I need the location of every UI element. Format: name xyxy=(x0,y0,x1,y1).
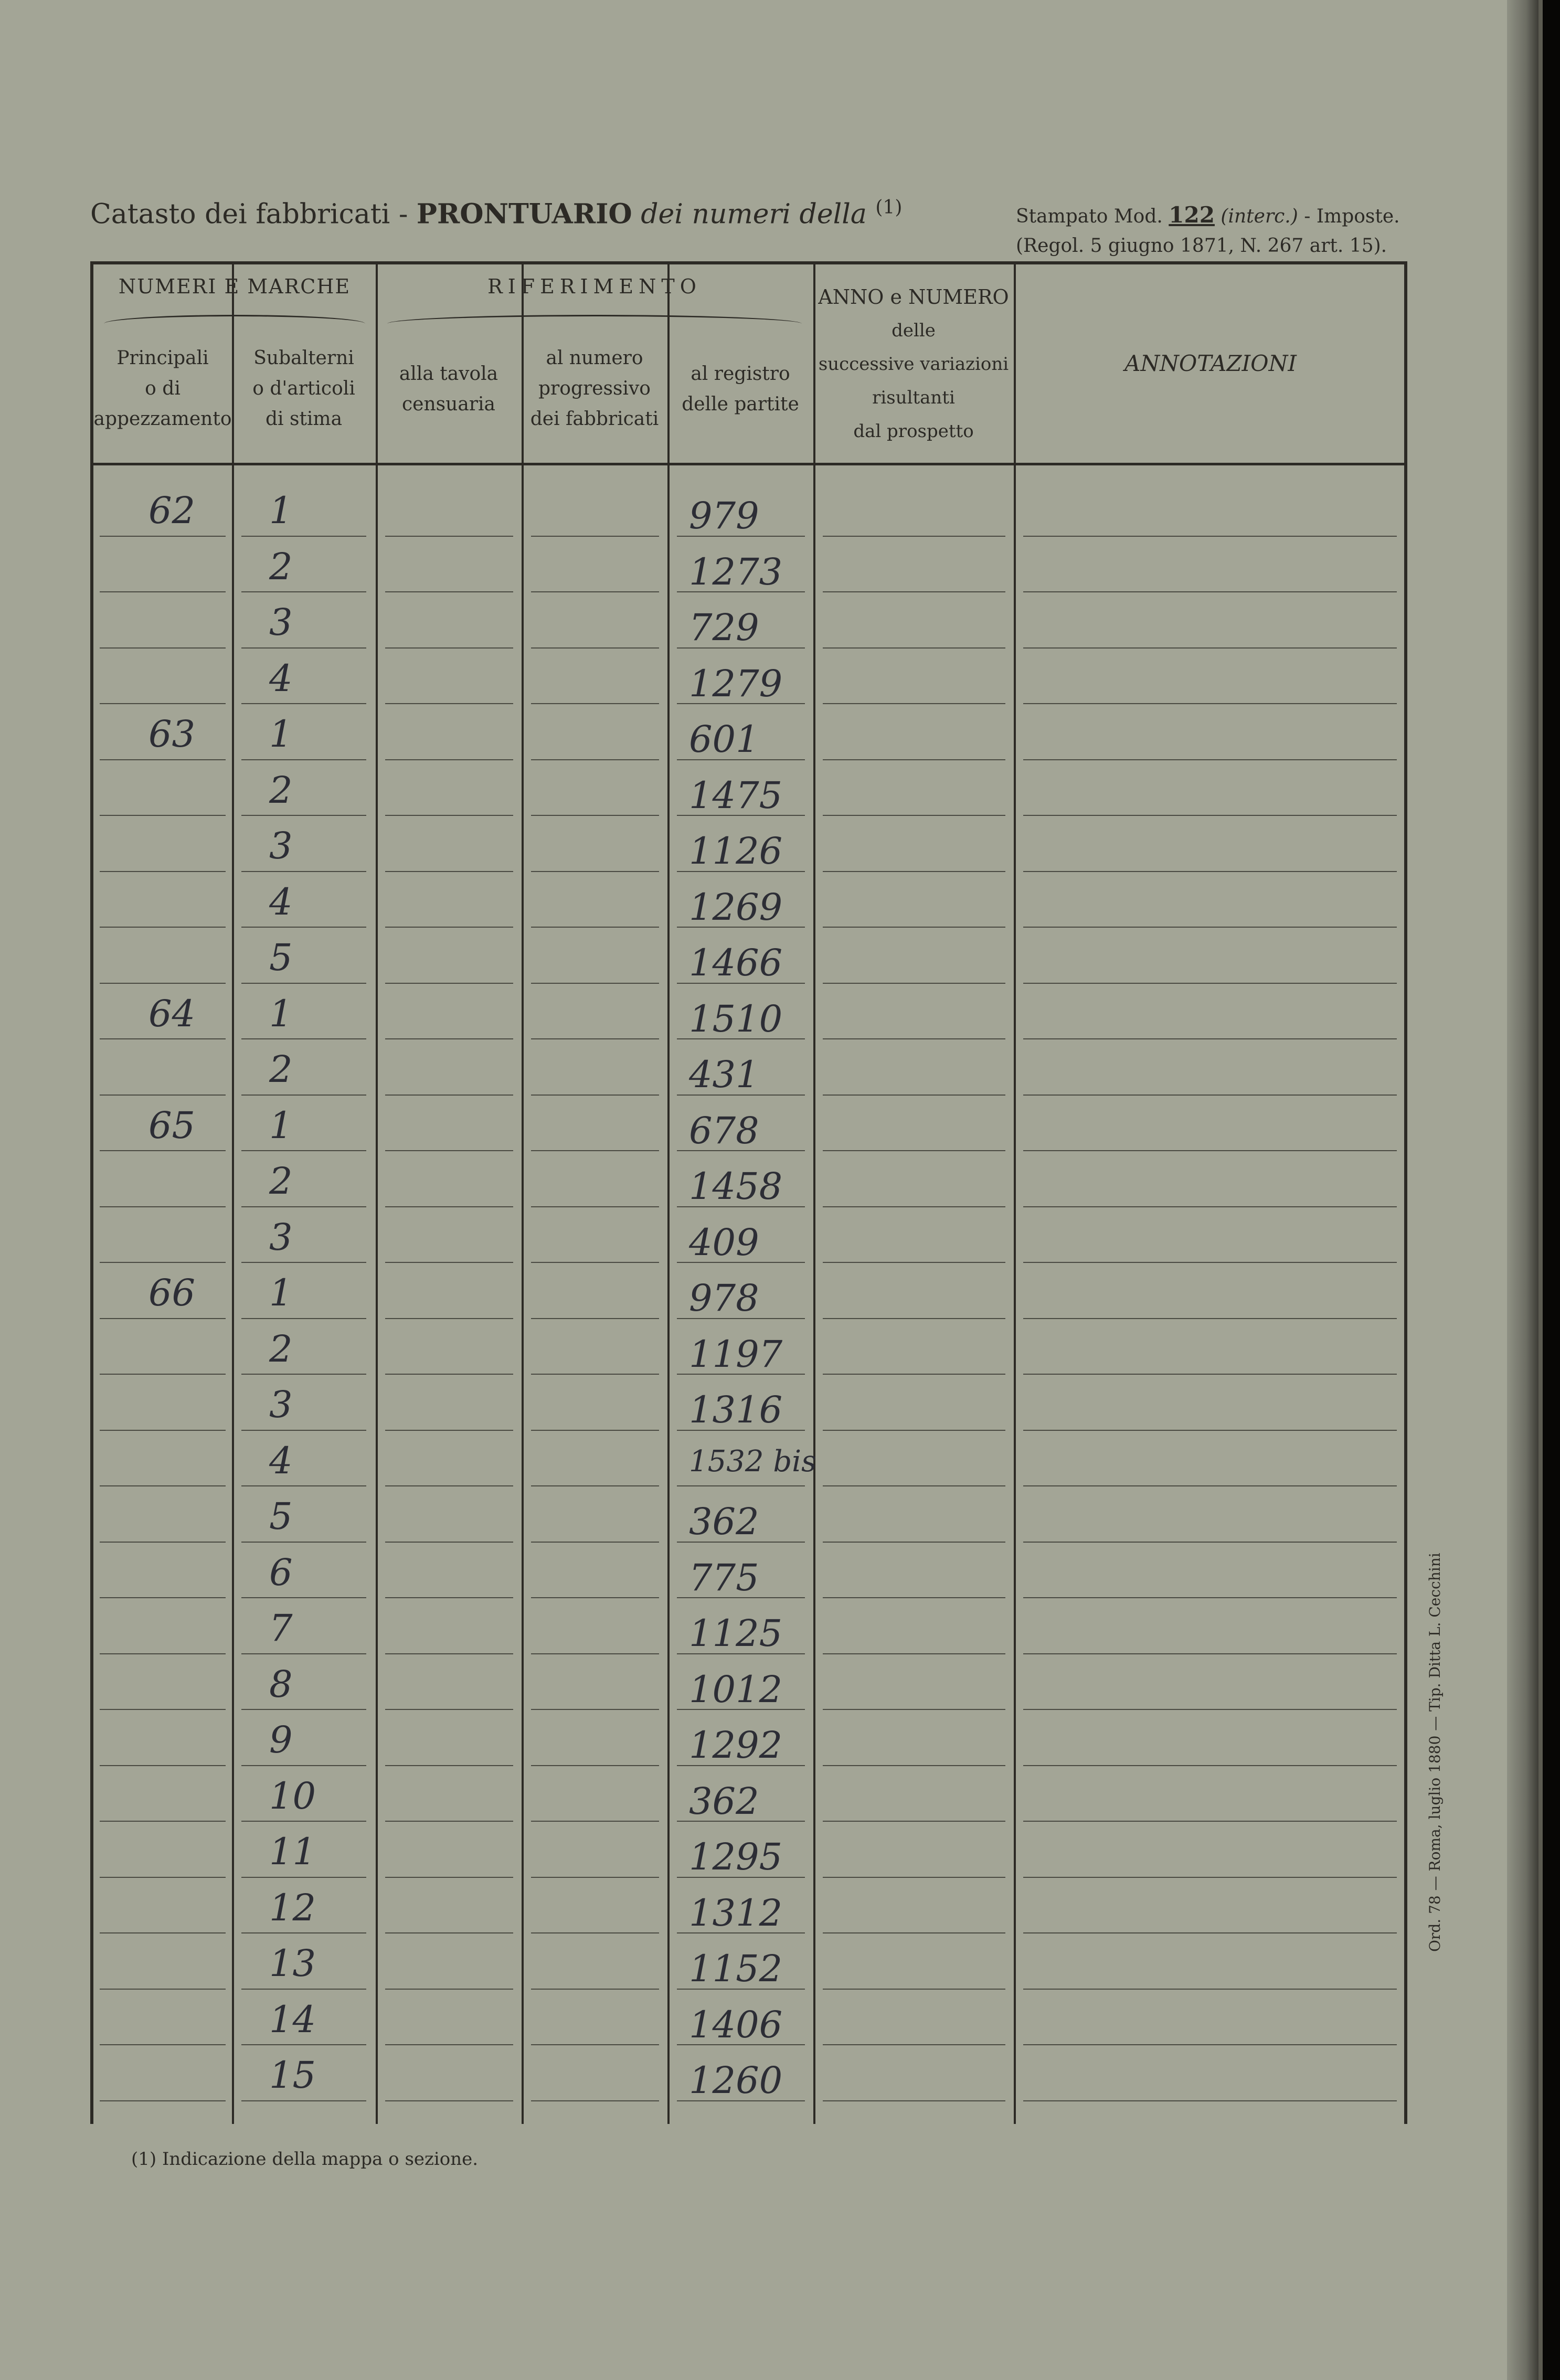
ruled-line xyxy=(385,1318,513,1319)
group-riferimento: RIFERIMENTO xyxy=(487,275,702,298)
title-note: (1) xyxy=(875,197,903,218)
header-line: risultanti xyxy=(872,387,955,408)
ruled-line xyxy=(823,2044,1005,2045)
ruled-line xyxy=(531,871,659,872)
ruled-line xyxy=(531,1374,659,1375)
handwritten-subalterno: 2 xyxy=(269,1160,293,1203)
handwritten-registro: 678 xyxy=(689,1109,759,1152)
handwritten-subalterno: 2 xyxy=(269,545,293,588)
ruled-line xyxy=(531,1821,659,1822)
ruled-line xyxy=(241,1206,366,1207)
handwritten-subalterno: 5 xyxy=(269,936,293,979)
handwritten-subalterno: 9 xyxy=(269,1718,293,1761)
ruled-line xyxy=(241,1542,366,1543)
ruled-line xyxy=(823,536,1005,537)
ruled-line xyxy=(100,591,226,592)
ruled-line xyxy=(100,983,226,984)
ruled-line xyxy=(100,2100,226,2101)
ruled-line xyxy=(823,1765,1005,1766)
ruled-line xyxy=(385,1765,513,1766)
ruled-line xyxy=(1023,1653,1397,1654)
handwritten-registro: 1197 xyxy=(689,1332,783,1376)
ruled-line xyxy=(1023,591,1397,592)
ruled-line xyxy=(531,759,659,760)
ruled-line xyxy=(385,2100,513,2101)
ruled-line xyxy=(100,1877,226,1878)
header-numero xyxy=(522,343,667,434)
header-line: appezzamento xyxy=(93,408,232,430)
ruled-line xyxy=(100,703,226,704)
ruled-line xyxy=(385,647,513,649)
ruled-line xyxy=(385,1821,513,1822)
ruled-line xyxy=(1023,2100,1397,2101)
ruled-line xyxy=(100,871,226,872)
ruled-line xyxy=(1023,1709,1397,1710)
form-number: 122 xyxy=(1169,202,1215,228)
ruled-line xyxy=(100,927,226,928)
ruled-line xyxy=(385,1653,513,1654)
handwritten-registro: 431 xyxy=(689,1053,759,1096)
header-line: al registro xyxy=(691,363,790,385)
handwritten-registro: 1406 xyxy=(689,2003,783,2046)
ruled-line xyxy=(823,1877,1005,1878)
ruled-line xyxy=(100,815,226,816)
ruled-line xyxy=(385,983,513,984)
title-italic: dei numeri della xyxy=(641,198,867,230)
ruled-line xyxy=(1023,703,1397,704)
ruled-line xyxy=(823,927,1005,928)
ruled-line xyxy=(823,1932,1005,1933)
ruled-line xyxy=(241,2044,366,2045)
ruled-line xyxy=(385,2044,513,2045)
ruled-line xyxy=(100,536,226,537)
ruled-line xyxy=(100,1430,226,1431)
header-line: Subalterni xyxy=(253,347,354,369)
column-divider xyxy=(232,264,234,2124)
ruled-line xyxy=(823,591,1005,592)
ruled-line xyxy=(385,1542,513,1543)
ruled-line xyxy=(385,815,513,816)
handwritten-registro: 775 xyxy=(689,1556,759,1599)
ruled-line xyxy=(531,703,659,704)
handwritten-subalterno: 11 xyxy=(269,1830,316,1873)
header-line: ANNO e NUMERO xyxy=(818,285,1009,309)
handwritten-subalterno: 4 xyxy=(269,656,293,700)
handwritten-subalterno: 1 xyxy=(269,1271,293,1314)
ruled-line xyxy=(241,759,366,760)
handwritten-principale: 65 xyxy=(148,1103,196,1147)
ruled-line xyxy=(823,1374,1005,1375)
ruled-line xyxy=(531,1653,659,1654)
ruled-line xyxy=(1023,1318,1397,1319)
handwritten-registro: 1126 xyxy=(689,830,783,873)
handwritten-principale: 66 xyxy=(148,1271,196,1314)
ruled-line xyxy=(241,2100,366,2101)
ruled-line xyxy=(823,1597,1005,1598)
handwritten-subalterno: 5 xyxy=(269,1495,293,1538)
ruled-line xyxy=(385,703,513,704)
handwritten-registro: 1269 xyxy=(689,885,783,929)
ruled-line xyxy=(823,1150,1005,1151)
ruled-line xyxy=(1023,1765,1397,1766)
ruled-line xyxy=(531,2100,659,2101)
ruled-line xyxy=(1023,1095,1397,1096)
header-line: censuaria xyxy=(402,394,495,415)
column-divider xyxy=(522,264,524,2124)
ruled-line xyxy=(241,871,366,872)
ruled-line xyxy=(100,1932,226,1933)
column-divider xyxy=(1014,264,1016,2124)
ruled-line xyxy=(531,1597,659,1598)
handwritten-registro: 1466 xyxy=(689,941,783,984)
header-line: dal prospetto xyxy=(853,421,974,442)
title-prefix: Catasto dei fabbricati - xyxy=(90,198,408,230)
handwritten-registro: 409 xyxy=(689,1220,759,1264)
ruled-line xyxy=(823,1430,1005,1431)
ruled-line xyxy=(531,983,659,984)
ruled-line xyxy=(241,1597,366,1598)
handwritten-registro: 1260 xyxy=(689,2059,783,2102)
ruled-line xyxy=(1023,1821,1397,1822)
handwritten-registro: 1312 xyxy=(689,1891,783,1935)
ruled-line xyxy=(241,703,366,704)
group-numeri-marche: NUMERI E MARCHE xyxy=(118,275,351,298)
ruled-line xyxy=(241,536,366,537)
handwritten-subalterno: 13 xyxy=(269,1942,316,1985)
ruled-line xyxy=(100,1374,226,1375)
ruled-line xyxy=(531,536,659,537)
ruled-line xyxy=(385,1150,513,1151)
handwritten-registro: 1458 xyxy=(689,1165,783,1208)
ruled-line xyxy=(823,1095,1005,1096)
ruled-line xyxy=(823,1262,1005,1263)
header-line: o di xyxy=(145,378,181,399)
ruled-line xyxy=(385,1877,513,1878)
ruled-line xyxy=(100,647,226,649)
handwritten-subalterno: 3 xyxy=(269,824,293,867)
handwritten-subalterno: 8 xyxy=(269,1662,293,1706)
ruled-line xyxy=(531,1877,659,1878)
ruled-line xyxy=(1023,1206,1397,1207)
handwritten-subalterno: 3 xyxy=(269,1215,293,1259)
ruled-line xyxy=(823,871,1005,872)
ruled-line xyxy=(241,647,366,649)
column-divider xyxy=(813,264,815,2124)
ruled-line xyxy=(241,1095,366,1096)
ruled-line xyxy=(823,1542,1005,1543)
handwritten-subalterno: 4 xyxy=(269,1439,293,1482)
handwritten-subalterno: 14 xyxy=(269,1998,316,2041)
ruled-line xyxy=(241,1485,366,1486)
ruled-line xyxy=(823,703,1005,704)
ruled-line xyxy=(385,591,513,592)
ruled-line xyxy=(241,1821,366,1822)
form-office: - Imposte. xyxy=(1304,206,1400,227)
ruled-line xyxy=(531,1542,659,1543)
ruled-line xyxy=(531,927,659,928)
header-anno-numero xyxy=(813,280,1014,448)
page-edge xyxy=(1507,0,1538,2380)
ruled-line xyxy=(531,1262,659,1263)
ruled-line xyxy=(241,815,366,816)
handwritten-registro: 979 xyxy=(689,494,759,537)
ruled-line xyxy=(100,1653,226,1654)
ruled-line xyxy=(100,1989,226,1990)
ruled-line xyxy=(1023,1485,1397,1486)
header-line: alla tavola xyxy=(399,363,498,385)
handwritten-subalterno: 1 xyxy=(269,1103,293,1147)
ruled-line xyxy=(531,1038,659,1039)
ruled-line xyxy=(385,1262,513,1263)
ruled-line xyxy=(100,759,226,760)
ruled-line xyxy=(1023,815,1397,816)
ruled-line xyxy=(241,927,366,928)
ruled-line xyxy=(100,1709,226,1710)
header-tavola xyxy=(376,359,522,420)
handwritten-principale: 64 xyxy=(148,992,196,1035)
ruled-line xyxy=(823,1653,1005,1654)
ruled-line xyxy=(1023,1597,1397,1598)
ruled-line xyxy=(241,1318,366,1319)
printer-imprint: Ord. 78 — Roma, luglio 1880 — Tip. Ditta L. Cecchini xyxy=(1426,1553,1444,1952)
handwritten-subalterno: 2 xyxy=(269,768,293,812)
ruled-line xyxy=(1023,1150,1397,1151)
header-line: delle xyxy=(892,320,936,341)
header-subalterni xyxy=(232,343,376,434)
footnote: (1) Indicazione della mappa o sezione. xyxy=(131,2149,479,2170)
ruled-line xyxy=(1023,1989,1397,1990)
ruled-line xyxy=(385,1374,513,1375)
ruled-line xyxy=(1023,2044,1397,2045)
handwritten-registro: 1279 xyxy=(689,662,783,705)
ruled-line xyxy=(241,1430,366,1431)
ruled-line xyxy=(241,983,366,984)
handwritten-subalterno: 6 xyxy=(269,1550,293,1594)
ruled-line xyxy=(100,1318,226,1319)
ruled-line xyxy=(531,1765,659,1766)
ruled-line xyxy=(1023,1542,1397,1543)
header-line: Principali xyxy=(116,347,209,369)
handwritten-registro: 1316 xyxy=(689,1388,783,1431)
handwritten-registro: 362 xyxy=(689,1779,759,1823)
ruled-line xyxy=(1023,1932,1397,1933)
handwritten-subalterno: 12 xyxy=(269,1886,316,1929)
ruled-line xyxy=(385,1932,513,1933)
header-line: successive variazioni xyxy=(818,354,1009,375)
header-line: o d'articoli xyxy=(252,378,355,399)
handwritten-subalterno: 15 xyxy=(269,2054,316,2097)
ruled-line xyxy=(241,1262,366,1263)
ruled-line xyxy=(385,1989,513,1990)
ruled-line xyxy=(1023,871,1397,872)
form-label: Stampato Mod. xyxy=(1016,206,1163,227)
ruled-line xyxy=(385,927,513,928)
header-rule xyxy=(93,463,1404,465)
handwritten-subalterno: 1 xyxy=(269,992,293,1035)
column-divider xyxy=(376,264,378,2124)
ruled-line xyxy=(1023,1877,1397,1878)
ruled-line xyxy=(100,1038,226,1039)
register-table xyxy=(90,261,1407,2124)
ruled-line xyxy=(531,1430,659,1431)
handwritten-subalterno: 10 xyxy=(269,1774,316,1818)
handwritten-registro: 1292 xyxy=(689,1724,783,1767)
ruled-line xyxy=(100,1597,226,1598)
handwritten-registro: 729 xyxy=(689,606,759,649)
handwritten-principale: 62 xyxy=(148,489,196,532)
ruled-line xyxy=(100,1095,226,1096)
ruled-line xyxy=(100,1821,226,1822)
handwritten-registro: 1532 bis xyxy=(689,1444,816,1479)
form-reference xyxy=(1016,200,1400,261)
ruled-line xyxy=(385,1206,513,1207)
ruled-line xyxy=(531,1485,659,1486)
ruled-line xyxy=(1023,759,1397,760)
ruled-line xyxy=(823,1821,1005,1822)
title-bold: PRONTUARIO xyxy=(416,198,632,230)
ruled-line xyxy=(385,871,513,872)
ruled-line xyxy=(1023,927,1397,928)
ruled-line xyxy=(385,1095,513,1096)
ruled-line xyxy=(531,1095,659,1096)
ruled-line xyxy=(823,1989,1005,1990)
header-line: al numero xyxy=(546,347,643,369)
ruled-line xyxy=(241,1150,366,1151)
handwritten-subalterno: 2 xyxy=(269,1327,293,1370)
ruled-line xyxy=(100,1485,226,1486)
handwritten-subalterno: 3 xyxy=(269,601,293,644)
ruled-line xyxy=(531,1206,659,1207)
ruled-line xyxy=(1023,647,1397,649)
ruled-line xyxy=(241,1374,366,1375)
header-annotazioni: ANNOTAZIONI xyxy=(1124,350,1297,376)
ruled-line xyxy=(385,536,513,537)
ruled-line xyxy=(531,815,659,816)
header-principali xyxy=(93,343,232,434)
ruled-line xyxy=(823,1709,1005,1710)
handwritten-registro: 1152 xyxy=(689,1947,783,1990)
ruled-line xyxy=(385,1038,513,1039)
form-reference-line1 xyxy=(1016,200,1400,231)
handwritten-registro: 1012 xyxy=(689,1667,783,1711)
ruled-line xyxy=(823,1485,1005,1486)
ruled-line xyxy=(823,1318,1005,1319)
handwritten-registro: 362 xyxy=(689,1500,759,1543)
ruled-line xyxy=(385,1709,513,1710)
group-brace xyxy=(104,315,365,324)
ruled-line xyxy=(241,1653,366,1654)
ruled-line xyxy=(241,591,366,592)
handwritten-registro: 978 xyxy=(689,1277,759,1320)
ruled-line xyxy=(677,1485,805,1486)
handwritten-principale: 63 xyxy=(148,713,196,756)
handwritten-registro: 1510 xyxy=(689,997,783,1040)
ruled-line xyxy=(385,759,513,760)
handwritten-registro: 601 xyxy=(689,718,759,761)
handwritten-subalterno: 1 xyxy=(269,489,293,532)
ruled-line xyxy=(1023,1430,1397,1431)
ruled-line xyxy=(823,647,1005,649)
ruled-line xyxy=(241,1038,366,1039)
ruled-line xyxy=(823,1038,1005,1039)
ruled-line xyxy=(385,1485,513,1486)
ruled-line xyxy=(1023,1262,1397,1263)
page-title xyxy=(90,197,902,230)
ruled-line xyxy=(531,1932,659,1933)
handwritten-registro: 1475 xyxy=(689,773,783,817)
ruled-line xyxy=(100,1765,226,1766)
handwritten-subalterno: 2 xyxy=(269,1048,293,1091)
handwritten-subalterno: 3 xyxy=(269,1383,293,1426)
form-variant: (interc.) xyxy=(1221,206,1298,227)
handwritten-subalterno: 4 xyxy=(269,880,293,923)
ruled-line xyxy=(100,1262,226,1263)
header-line: progressivo xyxy=(538,378,651,399)
ruled-line xyxy=(531,2044,659,2045)
ruled-line xyxy=(531,1318,659,1319)
ruled-line xyxy=(100,1542,226,1543)
group-brace xyxy=(387,315,802,324)
ruled-line xyxy=(385,1597,513,1598)
ruled-line xyxy=(100,1150,226,1151)
header-line: delle partite xyxy=(682,394,799,415)
handwritten-registro: 1125 xyxy=(689,1612,783,1655)
ruled-line xyxy=(100,2044,226,2045)
handwritten-registro: 1295 xyxy=(689,1835,783,1878)
ruled-line xyxy=(241,1765,366,1766)
column-divider xyxy=(667,264,670,2124)
ruled-line xyxy=(531,647,659,649)
ruled-line xyxy=(531,591,659,592)
ruled-line xyxy=(100,1206,226,1207)
ruled-line xyxy=(1023,1038,1397,1039)
ruled-line xyxy=(823,815,1005,816)
header-line: di stima xyxy=(265,408,343,430)
handwritten-subalterno: 1 xyxy=(269,713,293,756)
ruled-line xyxy=(1023,1374,1397,1375)
ruled-line xyxy=(823,983,1005,984)
handwritten-registro: 1273 xyxy=(689,550,783,593)
ruled-line xyxy=(385,1430,513,1431)
ruled-line xyxy=(241,1989,366,1990)
ruled-line xyxy=(1023,536,1397,537)
ruled-line xyxy=(241,1877,366,1878)
ruled-line xyxy=(1023,983,1397,984)
header-registro xyxy=(667,359,813,420)
ruled-line xyxy=(823,1206,1005,1207)
ruled-line xyxy=(531,1989,659,1990)
ruled-line xyxy=(531,1709,659,1710)
ruled-line xyxy=(823,2100,1005,2101)
handwritten-subalterno: 7 xyxy=(269,1607,293,1650)
header-line: dei fabbricati xyxy=(530,408,659,430)
ruled-line xyxy=(823,759,1005,760)
ruled-line xyxy=(531,1150,659,1151)
form-reference-line2: (Regol. 5 giugno 1871, N. 267 art. 15). xyxy=(1016,235,1387,257)
ruled-line xyxy=(241,1932,366,1933)
ruled-line xyxy=(241,1709,366,1710)
